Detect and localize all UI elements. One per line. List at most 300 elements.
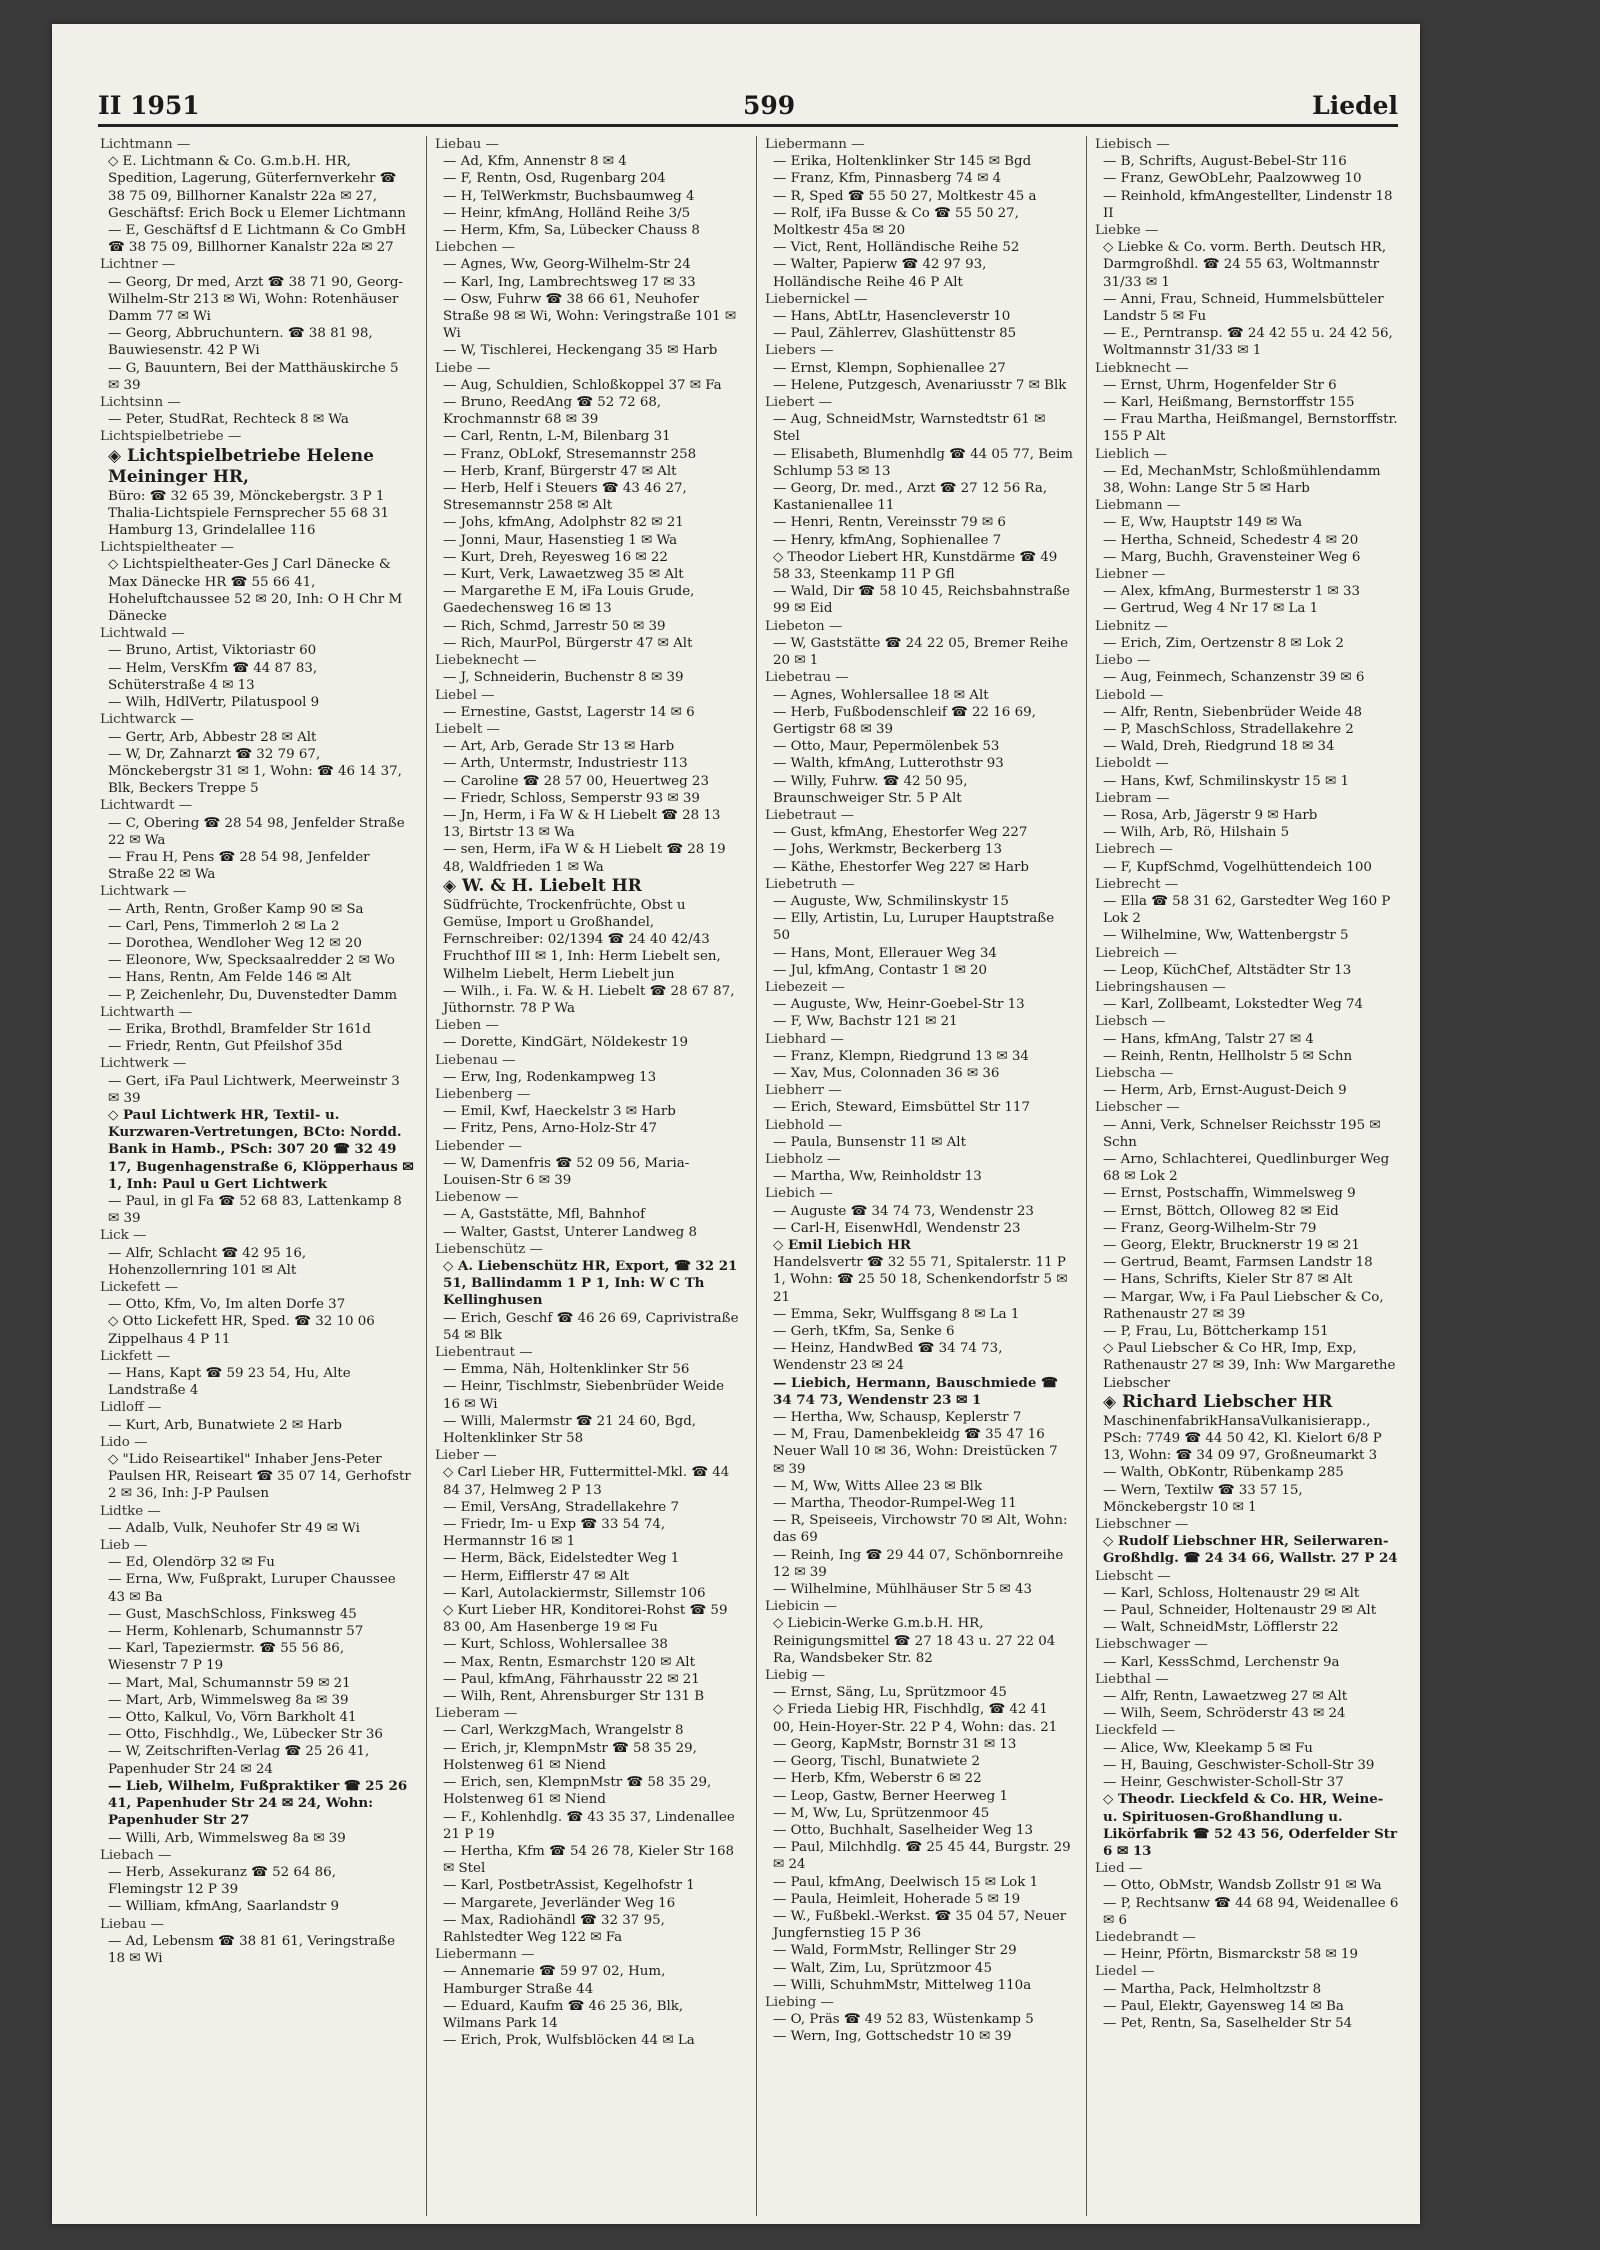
directory-entry: — Max, Rentn, Esmarchstr 120 ✉ Alt (443, 1654, 695, 1670)
directory-entry: — W, Tischlerei, Heckengang 35 ✉ Harb (443, 343, 718, 359)
directory-entry: — P, MaschSchloss, Stradellakehre 2 (1103, 721, 1354, 737)
directory-entry: — Franz, Klempn, Riedgrund 13 ✉ 34 (773, 1048, 1029, 1064)
directory-entry: — Otto, Buchhalt, Saselheider Weg 13 (773, 1822, 1034, 1838)
directory-entry: — Dorothea, Wendloher Weg 12 ✉ 20 (108, 935, 362, 951)
surname-heading: Liebermann — (765, 137, 865, 152)
surname-heading: Liebke — (1095, 223, 1159, 239)
directory-entry: — Emil, VersAng, Stradellakehre 7 (443, 1499, 679, 1515)
directory-entry: — Marg, Buchh, Gravensteiner Weg 6 (1103, 549, 1361, 565)
directory-entry: — Frau Martha, Heißmangel, Bernstorffstr. 155 P Alt (1103, 412, 1398, 445)
directory-entry: — Leop, Gastw, Berner Heerweg 1 (773, 1788, 1008, 1804)
directory-entry: — Margarete, Jeverländer Weg 16 (443, 1895, 676, 1911)
surname-heading: Liebenberg — (435, 1086, 531, 1102)
directory-entry: — Henri, Rentn, Vereinsstr 79 ✉ 6 (773, 515, 1006, 531)
directory-entry: — Arno, Schlachterei, Quedlinburger Weg 68 ✉ Lok 2 (1103, 1151, 1390, 1185)
surname-heading: Lichtwarth — (100, 1004, 193, 1020)
surname-heading: Liebner — (1095, 567, 1166, 583)
directory-entry: — Ad, Lebensm ☎ 38 81 61, Veringstraße 18 ✉ Wi (108, 1933, 395, 1966)
directory-entry: ◇ Liebke & Co. vorm. Berth. Deutsch HR, Darmgroßhdl. ☎ 24 55 63, Woltmannstr 31/33 ✉ 1 (1103, 240, 1387, 290)
surname-heading: Lichtwardt — (100, 798, 193, 814)
surname-heading: Liebe — (435, 360, 491, 376)
column-2 (426, 136, 743, 2216)
directory-entry: — G, Bauuntern, Bei der Matthäuskirche 5 ✉ 39 (108, 360, 399, 393)
surname-heading: Liebenau — (435, 1052, 516, 1068)
surname-heading: Lieckfeld — (1095, 1723, 1176, 1739)
surname-heading: Liebmann — (1095, 498, 1181, 514)
directory-entry: — Wilhelmine, Ww, Wattenbergstr 5 (1103, 928, 1349, 944)
surname-heading: Lichtsinn — (100, 395, 181, 411)
business-listing: ◇ Emil Liebich HR (773, 1237, 911, 1253)
directory-entry: — Ernestine, Gastst, Lagerstr 14 ✉ 6 (443, 704, 695, 720)
directory-entry: — Arth, Untermstr, Industriestr 113 (443, 756, 688, 772)
surname-heading: Lickfett — (100, 1348, 171, 1364)
directory-entry: — Adalb, Vulk, Neuhofer Str 49 ✉ Wi (108, 1520, 360, 1536)
directory-entry: — Georg, KapMstr, Bornstr 31 ✉ 13 (773, 1736, 1017, 1752)
directory-entry: — Agnes, Wohlersallee 18 ✉ Alt (773, 687, 989, 703)
directory-entry: — Paul, Schneider, Holtenaustr 29 ✉ Alt (1103, 1603, 1377, 1619)
directory-entry: — Otto, Fischhdlg., We, Lübecker Str 36 (108, 1727, 383, 1743)
directory-entry: ◇ Carl Lieber HR, Futtermittel-Mkl. ☎ 44 84 37, Helmweg 2 P 13 (443, 1465, 730, 1498)
directory-entry: — Willy, Fuhrw. ☎ 42 50 95, Braunschweiger Str. 5 P Alt (773, 773, 968, 806)
directory-entry: — Wilh, Arb, Rö, Hilshain 5 (1103, 825, 1290, 841)
directory-entry: — Heinz, HandwBed ☎ 34 74 73, Wendenstr 23 ✉ 24 (773, 1341, 1003, 1374)
directory-entry: — Walth, kfmAng, Lutterothstr 93 (773, 756, 1004, 772)
directory-entry: — Emil, Kwf, Haeckelstr 3 ✉ Harb (443, 1104, 676, 1120)
directory-entry: — Georg, Dr med, Arzt ☎ 38 71 90, Georg-Wilhelm-Str 213 ✉ Wi, Wohn: Rotenhäuser Damm 77 ✉ Wi (108, 274, 403, 325)
directory-entry: — Helm, VersKfm ☎ 44 87 83, Schüterstraße 4 ✉ 13 (108, 660, 318, 693)
directory-entry: — Karl, KessSchmd, Lerchenstr 9a (1103, 1654, 1340, 1670)
directory-entry: — Friedr, Schloss, Semperstr 93 ✉ 39 (443, 790, 700, 806)
directory-entry: — Bruno, Artist, Viktoriastr 60 (108, 643, 317, 659)
directory-entry: — Caroline ☎ 28 57 00, Heuertweg 23 (443, 773, 709, 789)
surname-heading: Lichtspieltheater — (100, 540, 234, 556)
directory-entry: — Johs, Werkmstr, Beckerberg 13 (773, 842, 1003, 858)
surname-heading: Lieblich — (1095, 446, 1168, 462)
directory-entry: — Karl, Schloss, Holtenaustr 29 ✉ Alt (1103, 1585, 1360, 1601)
surname-heading: Lieb — (100, 1538, 148, 1554)
business-listing: ◇ A. Liebenschütz HR, Export, ☎ 32 21 51, Ballindamm 1 P 1, Inh: W C Th Kellinghusen (443, 1258, 738, 1309)
directory-entry: — Hans, kfmAng, Talstr 27 ✉ 4 (1103, 1031, 1314, 1047)
directory-entry: MaschinenfabrikHansaVulkanisierapp., PSch: 7749 ☎ 44 50 42, Kl. Kielort 6/8 P 13, Wohn: ☎ 34 09 97, Großneumarkt 3 (1103, 1413, 1382, 1464)
directory-entry: — Erich, jr, KlempnMstr ☎ 58 35 29, Holstenweg 61 ✉ Niend (443, 1740, 697, 1773)
directory-entry: — Carl, Pens, Timmerloh 2 ✉ La 2 (108, 918, 340, 934)
directory-entry: — Wilh, Seem, Schröderstr 43 ✉ 24 (1103, 1706, 1346, 1722)
directory-entry: — Ernst, Postschaffn, Wimmelsweg 9 (1103, 1186, 1356, 1202)
directory-entry: Büro: ☎ 32 65 39, Mönckebergstr. 3 P 1 Thalia-Lichtspiele Fernsprecher 55 68 31 Hamburg 13, Grindelallee 116 (108, 488, 390, 539)
directory-entry: — H, Bauing, Geschwister-Scholl-Str 39 (1103, 1757, 1375, 1773)
surname-heading: Liebig — (765, 1668, 826, 1684)
surname-heading: Liebau — (435, 137, 499, 152)
surname-heading: Lichtwark — (100, 884, 187, 900)
surname-heading: Liebeknecht — (435, 653, 537, 669)
directory-entry: — Ernst, Böttch, Olloweg 82 ✉ Eid (1103, 1203, 1339, 1219)
directory-entry: — Jonni, Maur, Hasenstieg 1 ✉ Wa (443, 532, 678, 548)
directory-entry: — W., Fußbekl.-Werkst. ☎ 35 04 57, Neuer Jungfernstieg 15 P 36 (773, 1908, 1067, 1942)
directory-entry: ◇ Kurt Lieber HR, Konditorei-Rohst ☎ 59 83 00, Am Hasenberge 19 ✉ Fu (443, 1603, 728, 1636)
directory-entry: — Herb, Assekuranz ☎ 52 64 86, Flemingstr 12 P 39 (108, 1864, 336, 1898)
directory-entry: — Annemarie ☎ 59 97 02, Hum, Hamburger Straße 44 (443, 1964, 666, 1997)
surname-heading: Liebschwager — (1095, 1637, 1208, 1653)
directory-entry: ◇ E. Lichtmann & Co. G.m.b.H. HR, Spedition, Lagerung, Güterfernverkehr ☎ 38 75 09, Billhorner Kanalstr 22a ✉ 27, Geschäftsf: Erich Bock u Elemer Lichtmann (108, 154, 406, 221)
directory-entry: — Ella ☎ 58 31 62, Garstedter Weg 160 P Lok 2 (1103, 893, 1391, 927)
surname-heading: Liebram — (1095, 790, 1170, 806)
directory-entry: — Ad, Kfm, Annenstr 8 ✉ 4 (443, 154, 627, 170)
directory-entry: — Otto, Kfm, Vo, Im alten Dorfe 37 (108, 1297, 346, 1313)
directory-entry: — Jn, Herm, i Fa W & H Liebelt ☎ 28 13 13, Birtstr 13 ✉ Wa (443, 807, 721, 841)
directory-entry: — Max, Radiohändl ☎ 32 37 95, Rahlstedter Weg 122 ✉ Fa (443, 1912, 665, 1945)
directory-entry: — Arth, Rentn, Großer Kamp 90 ✉ Sa (108, 901, 364, 917)
directory-entry: — Henry, kfmAng, Sophienallee 7 (773, 532, 1002, 548)
directory-entry: — W, Gaststätte ☎ 24 22 05, Bremer Reihe 20 ✉ 1 (773, 635, 1069, 669)
directory-entry: — Frau H, Pens ☎ 28 54 98, Jenfelder Straße 22 ✉ Wa (108, 849, 370, 883)
business-listing: ◈ W. & H. Liebelt HR (443, 875, 642, 896)
directory-entry: — Herb, Kfm, Weberstr 6 ✉ 22 (773, 1771, 982, 1787)
directory-entry: — Gertrud, Weg 4 Nr 17 ✉ La 1 (1103, 601, 1319, 617)
directory-entry: — Helene, Putzgesch, Avenariusstr 7 ✉ Blk (773, 377, 1067, 393)
directory-entry: — F, Rentn, Osd, Rugenbarg 204 (443, 171, 666, 187)
surname-heading: Lichtmann — (100, 137, 191, 152)
directory-entry: — Carl, WerkzgMach, Wrangelstr 8 (443, 1723, 684, 1739)
directory-entry: — Emma, Näh, Holtenklinker Str 56 (443, 1362, 690, 1378)
directory-entry: — C, Obering ☎ 28 54 98, Jenfelder Straße 22 ✉ Wa (108, 815, 405, 848)
page-header (98, 82, 1398, 127)
surname-heading: Lieben — (435, 1018, 499, 1034)
directory-entry: — F, Ww, Bachstr 121 ✉ 21 (773, 1014, 958, 1030)
directory-entry: ◇ Theodor Liebert HR, Kunstdärme ☎ 49 58 33, Steenkamp 11 P Gfl (773, 549, 1058, 583)
directory-entry: — Paul, Milchhdlg. ☎ 25 45 44, Burgstr. 29 ✉ 24 (773, 1840, 1071, 1873)
directory-entry: — J, Schneiderin, Buchenstr 8 ✉ 39 (443, 670, 684, 686)
directory-entry: — Paul, kfmAng, Fährhausstr 22 ✉ 21 (443, 1671, 700, 1687)
directory-entry: — Emma, Sekr, Wulffsgang 8 ✉ La 1 (773, 1306, 1020, 1322)
surname-heading: Liebach — (100, 1847, 172, 1863)
directory-entry: — Hertha, Schneid, Schedestr 4 ✉ 20 (1103, 532, 1359, 548)
directory-entry: — Heinr, Pförtn, Bismarckstr 58 ✉ 19 (1103, 1947, 1358, 1963)
surname-heading: Lichtwald — (100, 626, 185, 642)
directory-entry: — Otto, ObMstr, Wandsb Zollstr 91 ✉ Wa (1103, 1878, 1382, 1894)
surname-heading: Liebing — (765, 1994, 834, 2010)
directory-entry: — Walter, Gastst, Unterer Landweg 8 (443, 1224, 697, 1240)
directory-entry: — Paul, Zählerrev, Glashüttenstr 85 (773, 326, 1017, 342)
directory-entry: — Wilhelmine, Mühlhäuser Str 5 ✉ 43 (773, 1582, 1033, 1598)
directory-entry: — F, KupfSchmd, Vogelhüttendeich 100 (1103, 859, 1372, 875)
directory-entry: — Erich, Geschf ☎ 46 26 69, Caprivistraße 54 ✉ Blk (443, 1310, 739, 1343)
directory-entry: ◇ Lichtspieltheater-Ges J Carl Dänecke & Max Dänecke HR ☎ 55 66 41, Hoheluftchaussee 52 ✉ 20, Inh: O H Chr M Dänecke (108, 557, 403, 625)
directory-entry: — Käthe, Ehestorfer Weg 227 ✉ Harb (773, 859, 1030, 875)
surname-heading: Liebchen — (435, 240, 515, 256)
directory-entry: — R, Speiseeis, Virchowstr 70 ✉ Alt, Wohn: das 69 (773, 1513, 1068, 1546)
directory-entry: — M, Ww, Lu, Sprützenmoor 45 (773, 1805, 990, 1821)
directory-entry: — Hertha, Ww, Schausp, Keplerstr 7 (773, 1410, 1022, 1426)
directory-entry: — Gert, iFa Paul Lichtwerk, Meerweinstr 3 ✉ 39 (108, 1073, 400, 1106)
directory-entry: Handelsvertr ☎ 32 55 71, Spitalerstr. 11 P 1, Wohn: ☎ 25 50 18, Schenkendorfstr 5 ✉ 21 (773, 1255, 1068, 1305)
directory-entry: — Herm, Kohlenarb, Schumannstr 57 (108, 1624, 364, 1640)
directory-entry: — Georg, Dr. med., Arzt ☎ 27 12 56 Ra, Kastanienallee 11 (773, 481, 1048, 514)
directory-entry: — Erna, Ww, Fußprakt, Luruper Chaussee 43 ✉ Ba (108, 1572, 396, 1605)
directory-entry: — W, Zeitschriften-Verlag ☎ 25 26 41, Papenhuder Str 24 ✉ 24 (108, 1744, 370, 1777)
surname-heading: Liebrecht — (1095, 876, 1179, 892)
directory-entry: — Reinh, Ing ☎ 29 44 07, Schönbornreihe 12 ✉ 39 (773, 1547, 1064, 1580)
business-listing: ◇ Theodr. Lieckfeld & Co. HR, Weine- u. Spirituosen-Großhandlung u. Likörfabrik ☎ 52 43 56, Oderfelder Str 6 ✉ 13 (1103, 1791, 1398, 1859)
directory-entry: — Osw, Fuhrw ☎ 38 66 61, Neuhofer Straße 98 ✉ Wi, Wohn: Veringstraße 101 ✉ Wi (443, 291, 737, 342)
directory-entry: — Auguste, Ww, Schmilinskystr 15 (773, 893, 1009, 909)
column-4 (1086, 136, 1399, 2216)
directory-entry: — A, Gaststätte, Mfl, Bahnhof (443, 1207, 646, 1223)
directory-entry: — Aug, Feinmech, Schanzenstr 39 ✉ 6 (1103, 670, 1365, 686)
directory-entry: — Ernst, Säng, Lu, Sprützmoor 45 (773, 1685, 1007, 1701)
surname-heading: Liebentraut — (435, 1345, 533, 1361)
directory-entry: — Aug, SchneidMstr, Warnstedtstr 61 ✉ Stel (773, 412, 1046, 445)
directory-entry: — Karl, Heißmang, Bernstorffstr 155 (1103, 395, 1355, 411)
directory-entry: — Erich, sen, KlempnMstr ☎ 58 35 29, Holstenweg 61 ✉ Niend (443, 1775, 712, 1808)
directory-entry: — Hans, Mont, Ellerauer Weg 34 (773, 945, 997, 961)
directory-entry: — F., Kohlenhdlg. ☎ 43 35 37, Lindenallee 21 P 19 (443, 1809, 735, 1842)
surname-heading: Liedebrandt — (1095, 1929, 1196, 1945)
directory-entry: — Wern, Textilw ☎ 33 57 15, Mönckebergstr 10 ✉ 1 (1103, 1482, 1303, 1515)
directory-entry: — Karl, Ing, Lambrechtsweg 17 ✉ 33 (443, 274, 696, 290)
directory-entry: ◇ "Lido Reiseartikel" Inhaber Jens-Peter Paulsen HR, Reiseart ☎ 35 07 14, Gerhofstr 2 ✉ 36, Inh: J-P Paulsen (108, 1452, 411, 1502)
directory-entry: — Rich, Schmd, Jarrestr 50 ✉ 39 (443, 618, 666, 634)
directory-entry: — Heinr, Geschwister-Scholl-Str 37 (1103, 1775, 1344, 1791)
directory-entry: — Alfr, Rentn, Lawaetzweg 27 ✉ Alt (1103, 1689, 1348, 1705)
directory-entry: — Heinr, Tischlmstr, Siebenbrüder Weide 16 ✉ Wi (443, 1379, 725, 1412)
surname-heading: Liebherr — (765, 1083, 842, 1099)
directory-entry: — Wern, Ing, Gottschedstr 10 ✉ 39 (773, 2029, 1012, 2045)
surname-heading: Liebnitz — (1095, 618, 1168, 634)
directory-entry: — William, kfmAng, Saarlandstr 9 (108, 1899, 340, 1915)
surname-heading: Liebknecht — (1095, 360, 1189, 376)
directory-entry: — Wilh, HdlVertr, Pilatuspool 9 (108, 695, 320, 711)
directory-entry: ◇ Paul Liebscher & Co HR, Imp, Exp, Rathenaustr 27 ✉ 39, Inh: Ww Margarethe Liebscher (1103, 1341, 1396, 1391)
directory-entry: — sen, Herm, iFa W & H Liebelt ☎ 28 19 48, Waldfrieden 1 ✉ Wa (443, 842, 726, 875)
directory-entry: — Vict, Rent, Holländische Reihe 52 (773, 240, 1020, 256)
surname-heading: Liebel — (435, 687, 495, 703)
directory-entry: — Carl, Rentn, L-M, Bilenbarg 31 (443, 429, 671, 445)
directory-entry: — Friedr, Im- u Exp ☎ 33 54 74, Hermannstr 16 ✉ 1 (443, 1517, 666, 1550)
surname-heading: Lido — (100, 1434, 148, 1450)
directory-entry: — M, Ww, Witts Allee 23 ✉ Blk (773, 1478, 983, 1494)
directory-entry: — Ed, Olendörp 32 ✉ Fu (108, 1555, 275, 1571)
surname-heading: Liebold — (1095, 687, 1164, 703)
surname-heading: Lidloff — (100, 1400, 162, 1416)
directory-entry: — Peter, StudRat, Rechteck 8 ✉ Wa (108, 412, 349, 428)
directory-entry: — Alfr, Rentn, Siebenbrüder Weide 48 (1103, 704, 1363, 720)
directory-entry: — Margarethe E M, iFa Louis Grude, Gaedechensweg 16 ✉ 13 (443, 584, 695, 617)
directory-entry: — Margar, Ww, i Fa Paul Liebscher & Co, Rathenaustr 27 ✉ 39 (1103, 1289, 1384, 1322)
directory-entry: — Gertr, Arb, Abbestr 28 ✉ Alt (108, 729, 317, 745)
directory-entry: — Herm, Kfm, Sa, Lübecker Chauss 8 (443, 223, 700, 239)
surname-heading: Liebich — (765, 1186, 833, 1202)
directory-entry: — Willi, Malermstr ☎ 21 24 60, Bgd, Holtenklinker Str 58 (443, 1413, 697, 1447)
directory-entry: — Hans, AbtLtr, Hasencleverstr 10 (773, 309, 1011, 325)
column-3 (756, 136, 1073, 2216)
surname-heading: Liebicin — (765, 1599, 838, 1615)
column-1 (98, 136, 414, 2216)
directory-entry: — Mart, Arb, Wimmelsweg 8a ✉ 39 (108, 1692, 349, 1708)
directory-entry: — Alex, kfmAng, Burmesterstr 1 ✉ 33 (1103, 584, 1361, 600)
page-header-keyword: Liedel (1312, 91, 1398, 120)
directory-entry: — Erw, Ing, Rodenkampweg 13 (443, 1069, 657, 1085)
directory-entry: Südfrüchte, Trockenfrüchte, Obst u Gemüse, Import u Großhandel, Fernschreiber: 02/1394 ☎ 24 40 42/43 Fruchthof III ✉ 1, Inh: Herm Liebelt sen, Wilhelm Liebelt, Herm Liebelt jun (443, 897, 721, 982)
directory-entry: — Rolf, iFa Busse & Co ☎ 55 50 27, Moltkestr 45a ✉ 20 (773, 205, 1019, 239)
directory-entry: — Erich, Steward, Eimsbüttel Str 117 (773, 1100, 1030, 1116)
directory-entry: — Paul, in gl Fa ☎ 52 68 83, Lattenkamp 8 ✉ 39 (108, 1193, 402, 1227)
directory-entry: — Paul, kfmAng, Deelwisch 15 ✉ Lok 1 (773, 1874, 1039, 1890)
directory-entry: — Herm, Bäck, Eidelstedter Weg 1 (443, 1551, 680, 1567)
directory-entry: — Martha, Theodor-Rumpel-Weg 11 (773, 1496, 1017, 1512)
directory-entry: — Erich, Zim, Oertzenstr 8 ✉ Lok 2 (1103, 635, 1344, 651)
surname-heading: Liebscha — (1095, 1065, 1174, 1081)
directory-entry: — Rosa, Arb, Jägerstr 9 ✉ Harb (1103, 807, 1318, 823)
surname-heading: Lieber — (435, 1448, 497, 1464)
directory-entry: ◇ Otto Lickefett HR, Sped. ☎ 32 10 06 Zippelhaus 4 P 11 (108, 1314, 375, 1347)
directory-entry: — Walt, SchneidMstr, Löfflerstr 22 (1103, 1620, 1339, 1636)
directory-entry: — Erika, Holtenklinker Str 145 ✉ Bgd (773, 154, 1032, 170)
surname-heading: Liebetraut — (765, 807, 855, 823)
business-listing: ◇ Paul Lichtwerk HR, Textil- u. Kurzwaren-Vertretungen, BCto: Nordd. Bank in Hamb., PSch: 307 20 ☎ 32 49 17, Bugenhagenstraße 6, Klöpperhaus ✉ 1, Inh: Paul u Gert Lichtwerk (108, 1106, 414, 1192)
directory-entry: — Martha, Ww, Reinholdstr 13 (773, 1169, 982, 1185)
directory-entry: — Gust, kfmAng, Ehestorfer Weg 227 (773, 825, 1028, 841)
directory-entry: — Ernst, Klempn, Sophienallee 27 (773, 360, 1006, 376)
directory-entry: ◇ Liebicin-Werke G.m.b.H. HR, Reinigungsmittel ☎ 27 18 43 u. 27 22 04 Ra, Wandsbeker Str. 82 (773, 1616, 1056, 1666)
surname-heading: Liebscht — (1095, 1568, 1171, 1584)
directory-entry: — Art, Arb, Gerade Str 13 ✉ Harb (443, 739, 675, 755)
directory-entry: — Herb, Fußbodenschleif ☎ 22 16 69, Gertigstr 68 ✉ 39 (773, 704, 1036, 737)
directory-entry: — Carl-H, EisenwHdl, Wendenstr 23 (773, 1220, 1021, 1236)
directory-entry: — Kurt, Schloss, Wohlersallee 38 (443, 1637, 668, 1653)
surname-heading: Liebers — (765, 343, 834, 359)
directory-entry: — Heinr, kfmAng, Holländ Reihe 3/5 (443, 205, 691, 221)
directory-entry: — P, Zeichenlehr, Du, Duvenstedter Damm (108, 987, 398, 1003)
surname-heading: Liebreich — (1095, 945, 1178, 961)
directory-entry: — Hertha, Kfm ☎ 54 26 78, Kieler Str 168 ✉ Stel (443, 1843, 734, 1877)
directory-entry: — Aug, Schuldien, Schloßkoppel 37 ✉ Fa (443, 377, 722, 393)
directory-entry: — Hans, Schrifts, Kieler Str 87 ✉ Alt (1103, 1272, 1353, 1288)
directory-entry: — Eleonore, Ww, Specksaalredder 2 ✉ Wo (108, 953, 395, 969)
directory-entry: — Ed, MechanMstr, Schloßmühlendamm 38, Wohn: Lange Str 5 ✉ Harb (1103, 463, 1381, 497)
surname-heading: Liebholz — (765, 1151, 841, 1167)
directory-entry: — Herb, Helf i Steuers ☎ 43 46 27, Stresemannstr 258 ✉ Alt (443, 481, 687, 514)
surname-heading: Lichtner — (100, 257, 176, 273)
directory-entry: — Willi, Arb, Wimmelsweg 8a ✉ 39 (108, 1830, 346, 1846)
directory-entry: — Wilh., i. Fa. W. & H. Liebelt ☎ 28 67 87, Jüthornstr. 78 P Wa (443, 983, 735, 1016)
directory-entry: — Fritz, Pens, Arno-Holz-Str 47 (443, 1121, 658, 1137)
directory-entry: ◇ Frieda Liebig HR, Fischhdlg, ☎ 42 41 00, Hein-Hoyer-Str. 22 P 4, Wohn: das. 21 (773, 1702, 1058, 1735)
directory-entry: — Reinhold, kfmAngestellter, Lindenstr 18 II (1103, 188, 1393, 221)
directory-entry: — Kurt, Arb, Bunatwiete 2 ✉ Harb (108, 1417, 343, 1433)
directory-entry: — Kurt, Dreh, Reyesweg 16 ✉ 22 (443, 549, 668, 565)
directory-entry: — Wald, Dreh, Riedgrund 18 ✉ 34 (1103, 739, 1335, 755)
directory-entry: — Xav, Mus, Colonnaden 36 ✉ 36 (773, 1065, 1000, 1081)
directory-entry: — M, Frau, Damenbekleidg ☎ 35 47 16 Neuer Wall 10 ✉ 36, Wohn: Dreistücken 7 ✉ 39 (773, 1427, 1058, 1477)
directory-entry: — Karl, Autolackiermstr, Sillemstr 106 (443, 1585, 706, 1601)
directory-entry: — E, Ww, Hauptstr 149 ✉ Wa (1103, 515, 1303, 531)
directory-entry: — Gertrud, Beamt, Farmsen Landstr 18 (1103, 1255, 1373, 1271)
directory-entry: — Paula, Bunsenstr 11 ✉ Alt (773, 1134, 966, 1150)
directory-entry: — R, Sped ☎ 55 50 27, Moltkestr 45 a (773, 188, 1037, 204)
directory-entry: — Franz, GewObLehr, Paalzowweg 10 (1103, 171, 1362, 187)
directory-entry: — Leop, KüchChef, Altstädter Str 13 (1103, 962, 1352, 978)
surname-heading: Liebert — (765, 395, 833, 411)
directory-entry: — Martha, Pack, Helmholtzstr 8 (1103, 1981, 1322, 1997)
directory-entry: — P, Frau, Lu, Böttcherkamp 151 (1103, 1324, 1329, 1340)
surname-heading: Lidtke — (100, 1503, 161, 1519)
directory-entry: — Wald, Dir ☎ 58 10 45, Reichsbahnstraße 99 ✉ Eid (773, 584, 1070, 617)
directory-entry: — Auguste ☎ 34 74 73, Wendenstr 23 (773, 1203, 1034, 1219)
directory-entry: — E., Perntransp. ☎ 24 42 55 u. 24 42 56, Woltmannstr 31/33 ✉ 1 (1103, 326, 1393, 359)
directory-entry: — Gerh, tKfm, Sa, Senke 6 (773, 1324, 955, 1340)
surname-heading: Liebelt — (435, 721, 500, 737)
surname-heading: Liebrech — (1095, 842, 1173, 858)
business-listing: ◇ Rudolf Liebschner HR, Seilerwaren-Großhdlg. ☎ 24 34 66, Wallstr. 27 P 24 (1103, 1533, 1398, 1567)
directory-entry: — Alice, Ww, Kleekamp 5 ✉ Fu (1103, 1740, 1313, 1756)
directory-entry: — O, Präs ☎ 49 52 83, Wüstenkamp 5 (773, 2012, 1034, 2028)
surname-heading: Liebschner — (1095, 1517, 1189, 1533)
directory-entry: — Franz, Georg-Wilhelm-Str 79 (1103, 1220, 1317, 1236)
directory-entry: — P, Rechtsanw ☎ 44 68 94, Weidenallee 6 ✉ 6 (1103, 1895, 1399, 1928)
directory-entry: — Willi, SchuhmMstr, Mittelweg 110a (773, 1977, 1032, 1993)
directory-entry: — Reinh, Rentn, Hellholstr 5 ✉ Schn (1103, 1048, 1353, 1064)
directory-entry: — W, Damenfris ☎ 52 09 56, Maria-Louisen-Str 6 ✉ 39 (443, 1155, 690, 1188)
directory-entry: — Auguste, Ww, Heinr-Goebel-Str 13 (773, 997, 1025, 1013)
directory-entry: — Elisabeth, Blumenhdlg ☎ 44 05 77, Beim Schlump 53 ✉ 13 (773, 446, 1073, 479)
directory-entry: — Herm, Eifflerstr 47 ✉ Alt (443, 1568, 630, 1584)
directory-entry: — Elly, Artistin, Lu, Luruper Hauptstraße 50 (773, 911, 1055, 944)
directory-page (52, 24, 1420, 2224)
directory-entry: — Erich, Prok, Wulfsblöcken 44 ✉ La (443, 2033, 695, 2049)
surname-heading: Liebenow — (435, 1190, 519, 1206)
directory-entry: — Mart, Mal, Schumannstr 59 ✉ 21 (108, 1675, 351, 1691)
business-listing: — Lieb, Wilhelm, Fußpraktiker ☎ 25 26 41, Papenhuder Str 24 ✉ 24, Wohn: Papenhuder Str 27 (108, 1777, 408, 1829)
surname-heading: Liebermann — (435, 1947, 535, 1963)
directory-entry: — Franz, ObLokf, Stresemannstr 258 (443, 446, 697, 462)
directory-entry: — Friedr, Rentn, Gut Pfeilshof 35d (108, 1039, 343, 1055)
directory-entry: — Walth, ObKontr, Rübenkamp 285 (1103, 1465, 1344, 1481)
surname-heading: Liebisch — (1095, 137, 1170, 152)
page-number: 599 (743, 91, 796, 120)
business-listing: — Liebich, Hermann, Bauschmiede ☎ 34 74 73, Wendenstr 23 ✉ 1 (773, 1374, 1058, 1408)
directory-entry: — Gust, MaschSchloss, Finksweg 45 (108, 1606, 357, 1622)
directory-entry: — B, Schrifts, August-Bebel-Str 116 (1103, 154, 1347, 170)
directory-entry: — Kurt, Verk, Lawaetzweg 35 ✉ Alt (443, 567, 684, 583)
directory-entry: — Alfr, Schlacht ☎ 42 95 16, Hohenzollernring 101 ✉ Alt (108, 1245, 307, 1278)
surname-heading: Liebthal — (1095, 1671, 1169, 1687)
directory-entry: — Paul, Elektr, Gayensweg 14 ✉ Ba (1103, 1998, 1344, 2014)
directory-entry: — Dorette, KindGärt, Nöldekestr 19 (443, 1035, 688, 1051)
surname-heading: Liedel — (1095, 1964, 1155, 1980)
directory-entry: — Georg, Abbruchuntern. ☎ 38 81 98, Bauwiesenstr. 42 P Wi (108, 326, 373, 359)
directory-entry: — Paula, Heimleit, Hoherade 5 ✉ 19 (773, 1891, 1021, 1907)
surname-heading: Lichtwerk — (100, 1056, 187, 1072)
directory-entry: — Jul, kfmAng, Contastr 1 ✉ 20 (773, 962, 988, 978)
directory-entry: — Karl, Tapeziermstr. ☎ 55 56 86, Wiesenstr 7 P 19 (108, 1641, 345, 1674)
directory-entry: — Walt, Zim, Lu, Sprützmoor 45 (773, 1960, 992, 1976)
directory-entry: — Herm, Arb, Ernst-August-Deich 9 (1103, 1083, 1347, 1099)
surname-heading: Liebetruth — (765, 876, 855, 892)
directory-entry: — Erika, Brothdl, Bramfelder Str 161d (108, 1021, 371, 1037)
directory-entry: — Karl, Zollbeamt, Lokstedter Weg 74 (1103, 997, 1364, 1013)
business-listing: ◈ Richard Liebscher HR (1103, 1391, 1333, 1412)
directory-entry: — Wald, FormMstr, Rellinger Str 29 (773, 1943, 1017, 1959)
directory-columns (98, 136, 1398, 2216)
surname-heading: Liebetrau — (765, 670, 849, 686)
surname-heading: Liebeton — (765, 618, 843, 634)
directory-entry: — Herb, Kranf, Bürgerstr 47 ✉ Alt (443, 463, 677, 479)
directory-entry: — Anni, Verk, Schnelser Reichsstr 195 ✉ Schn (1103, 1117, 1381, 1150)
directory-entry: — Ernst, Uhrm, Hogenfelder Str 6 (1103, 377, 1337, 393)
surname-heading: Liebenschütz — (435, 1241, 543, 1257)
directory-entry: — Georg, Tischl, Bunatwiete 2 (773, 1754, 981, 1770)
directory-entry: — Otto, Kalkul, Vo, Vörn Barkholt 41 (108, 1710, 357, 1726)
